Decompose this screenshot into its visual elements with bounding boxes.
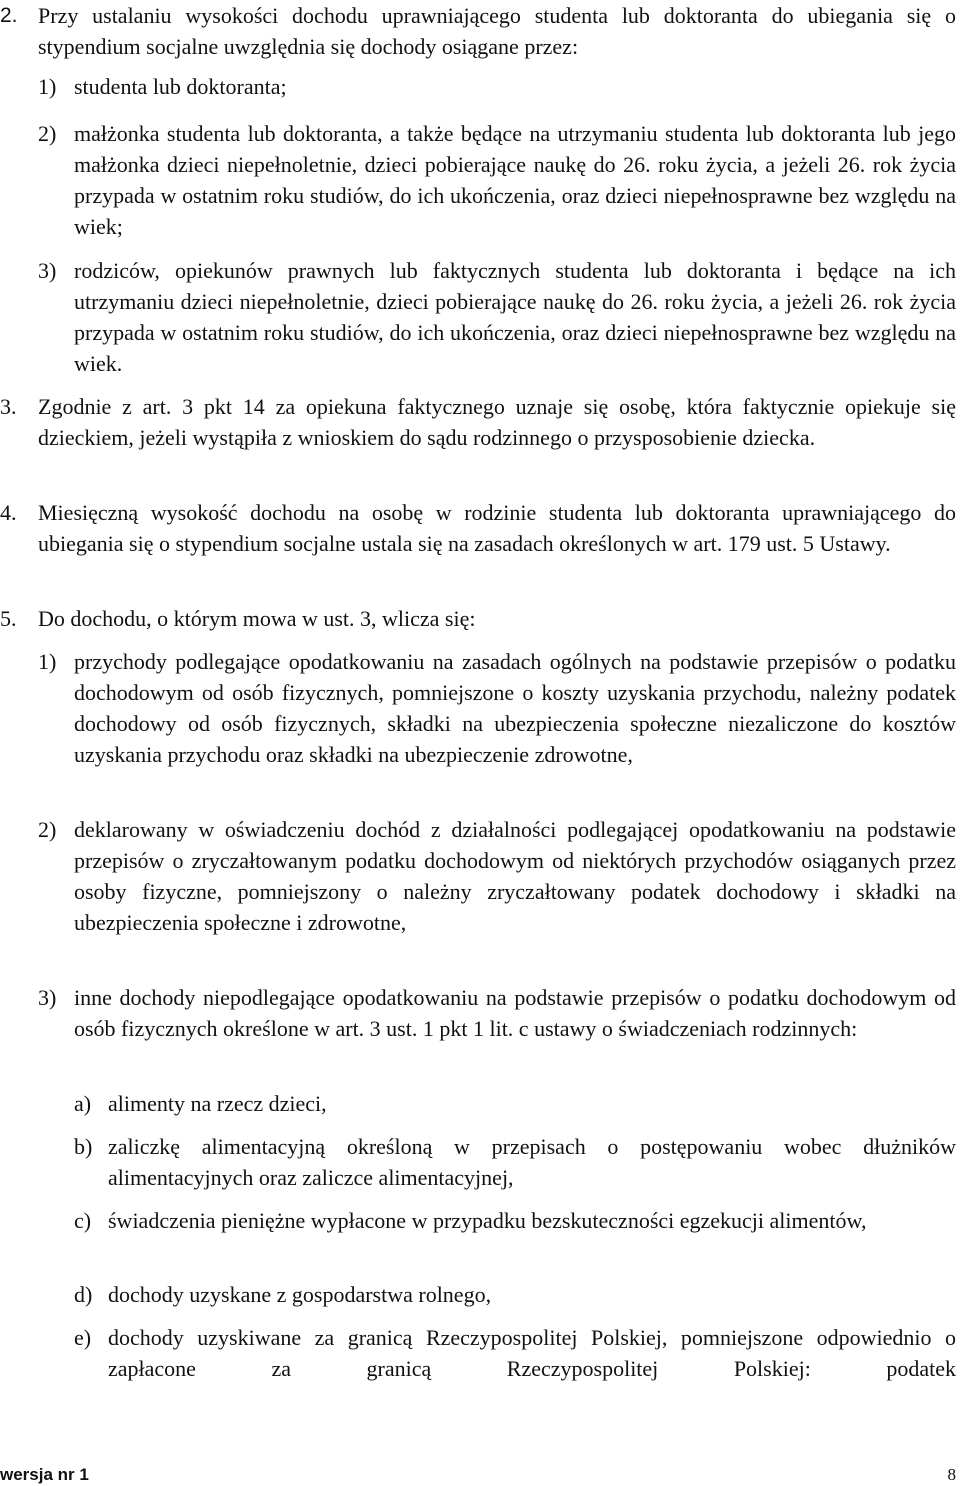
paragraph-3-number: 3. [0,394,17,419]
paragraph-3-text: Zgodnie z art. 3 pkt 14 za opiekuna faktycznego uznaje się osobę, która faktycznie opiekuje się dzieckiem, jeżeli wystąpiła z wnioskiem do sądu rodzinnego o przysposobienie dziecka. [38,394,956,450]
paragraph-2-item-2-number: 2) [38,121,57,146]
paragraph-2-text: Przy ustalaniu wysokości dochodu uprawniającego studenta lub doktoranta do ubiegania się o stypendium socjalne uwzględnia się dochody osiągane przez: [38,3,956,59]
paragraph-2-item-2-text: małżonka studenta lub doktoranta, a także będące na utrzymaniu studenta lub doktoranta lub jego małżonka dzieci niepełnoletnie, dzieci pobierające naukę do 26. roku życia, a jeżeli 26. rok życia przypada w ostatnim roku studiów, do ich ukończenia, oraz dzieci niepełnosprawne bez względu na wiek; [74,121,956,239]
paragraph-2-item-1-text: studenta lub doktoranta; [74,74,287,99]
sub-item-b-number: b) [74,1134,93,1159]
paragraph-5-text: Do dochodu, o którym mowa w ust. 3, wlicza się: [38,606,476,631]
version-label: wersja nr 1 [0,1465,89,1484]
sub-item-a-number: a) [74,1091,92,1116]
sub-item-e-text: dochody uzyskiwane za granicą Rzeczypospolitej Polskiej, pomniejszone odpowiednio o zapłacone za granicą Rzeczypospolitej Polskiej: podatek [108,1325,956,1381]
sub-item-c-number: c) [74,1208,92,1233]
sub-item-e-number: e) [74,1325,92,1350]
sub-item-b-text: zaliczkę alimentacyjną określoną w przepisach o postępowaniu wobec dłużników alimentacyjnych oraz zaliczce alimentacyjnej, [108,1134,956,1190]
paragraph-5-item-3-text: inne dochody niepodlegające opodatkowaniu na podstawie przepisów o podatku dochodowym od osób fizycznych określone w art. 3 ust. 1 pkt 1 lit. c ustawy o świadczeniach rodzinnych: [74,985,956,1041]
sub-item-d-number: d) [74,1282,93,1307]
paragraph-2-item-1-number: 1) [38,74,57,99]
paragraph-4-text: Miesięczną wysokość dochodu na osobę w rodzinie studenta lub doktoranta uprawniającego do ubiegania się o stypendium socjalne ustala się na zasadach określonych w art. 179 ust. 5 Ustawy. [38,500,956,556]
sub-item-c-text: świadczenia pieniężne wypłacone w przypadku bezskuteczności egzekucji alimentów, [108,1208,867,1233]
paragraph-5-item-1-number: 1) [38,649,57,674]
paragraph-5-item-1-text: przychody podlegające opodatkowaniu na zasadach ogólnych na podstawie przepisów o podatku dochodowym od osób fizycznych, pomniejszone o koszty uzyskania przychodu, należny podatek dochodowy od osób fizycznych, składki na ubezpieczenia społeczne niezaliczone do kosztów uzyskania przychodu oraz składki na ubezpieczenie zdrowotne, [74,649,956,767]
paragraph-5-item-2-number: 2) [38,817,57,842]
paragraph-2-item-3-number: 3) [38,258,57,283]
paragraph-5-item-2-text: deklarowany w oświadczeniu dochód z działalności podlegającej opodatkowaniu na podstawie przepisów o zryczałtowanym podatku dochodowym od niektórych przychodów osiąganych przez osoby fizyczne, pomniejszony o należny zryczałtowany podatek dochodowy i składki na ubezpieczenia społeczne i zdrowotne, [74,817,956,935]
page-number: 8 [947,1465,956,1484]
paragraph-5-item-3-number: 3) [38,985,57,1010]
sub-item-a-text: alimenty na rzecz dzieci, [108,1091,327,1116]
sub-item-d-text: dochody uzyskane z gospodarstwa rolnego, [108,1282,492,1307]
paragraph-5-number: 5. [0,606,17,631]
paragraph-2-number: 2. [0,4,18,27]
paragraph-2-item-3-text: rodziców, opiekunów prawnych lub faktycznych studenta lub doktoranta i będące na ich utrzymaniu dzieci niepełnoletnie, dzieci pobierające naukę do 26. roku życia, a jeżeli 26. rok życia przypada w ostatnim roku studiów, do ich ukończenia, oraz dzieci niepełnosprawne bez względu na wiek. [74,258,956,376]
paragraph-4-number: 4. [0,500,17,525]
